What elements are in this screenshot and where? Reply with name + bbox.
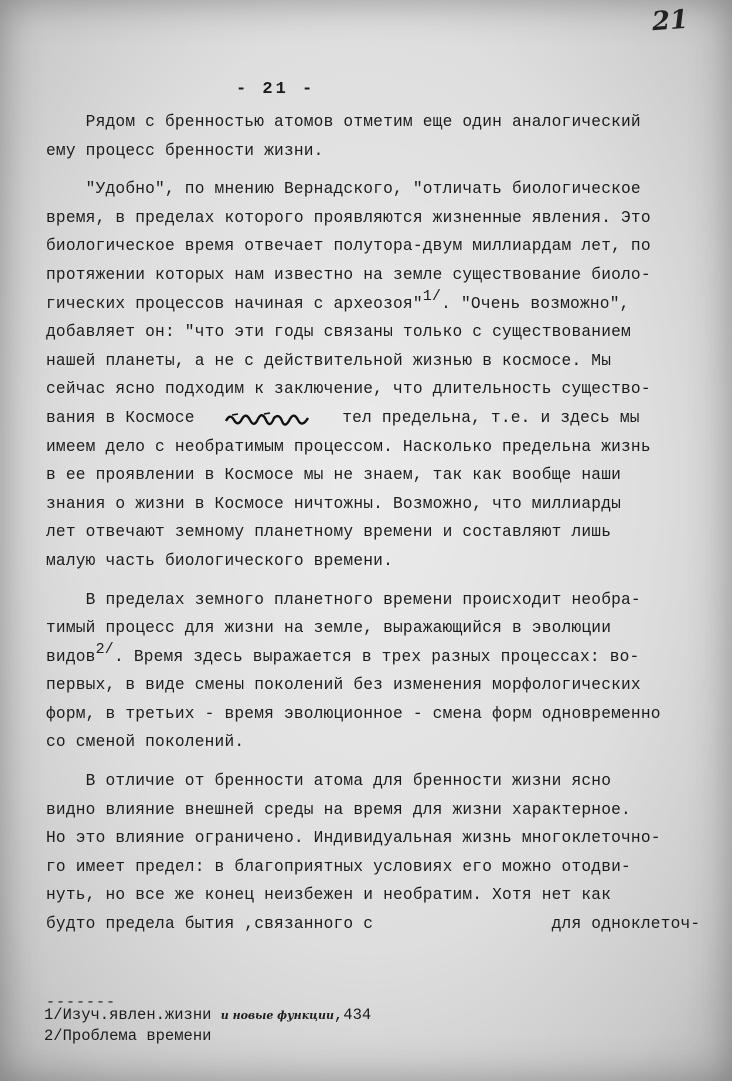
text-line: Но это влияние ограничено. Индивидуальная жизнь многоклеточно- <box>46 829 661 848</box>
text-line: знания о жизни в Космосе ничтожны. Возможно, что миллиарды <box>46 494 622 513</box>
text-segment: вания в Космосе <box>46 408 195 427</box>
text-line: малую часть биологического времени. <box>46 551 393 570</box>
footnotes <box>44 1005 371 1046</box>
text-line: видно влияние внешней среды на время для жизни характерное. <box>46 800 631 819</box>
text-line: лет отвечают земному планетному времени и составляют лишь <box>46 523 612 542</box>
text-line: сейчас ясно подходим к заключение, что длительность существо- <box>46 380 651 399</box>
body-text <box>46 108 722 939</box>
text-segment: гических процессов начиная с археозоя" <box>46 294 423 313</box>
text-line: биологическое время отвечает полутора-двум миллиардам лет, по <box>46 237 651 256</box>
footnote-separator: ------- <box>46 994 117 1011</box>
text-line: протяжении которых нам известно на земле существование биоло- <box>46 265 651 284</box>
footnote-2: 2/Проблема времени <box>44 1027 212 1045</box>
text-segment: тел предельна, т.е. и здесь мы <box>342 408 640 427</box>
text-line: нуть, но все же конец неизбежен и необратим. Хотя нет как <box>46 886 612 905</box>
text-line: нашей планеты, а не с действительной жизнью в космосе. Мы <box>46 351 612 370</box>
text-line: В пределах земного планетного времени происходит необра- <box>46 590 641 609</box>
page-number: - 21 - <box>236 80 316 99</box>
text-line: Рядом с бренностью атомов отметим еще один аналогический <box>46 113 641 131</box>
text-segment: . "Очень возможно", <box>441 294 630 313</box>
text-line: В отличие от бренности атома для бренности жизни ясно <box>46 772 612 791</box>
text-line: форм, в третьих - время эволюционное - смена форм одновременно <box>46 704 661 723</box>
footnote-mark: 2/ <box>95 640 114 658</box>
handwritten-insertion <box>224 409 312 427</box>
text-segment: . Время здесь выражается в трех разных процессах: во- <box>113 647 640 666</box>
text-line-with-insertion <box>46 404 722 433</box>
footnote-1 <box>44 1005 371 1026</box>
handwritten-note: и новые функции <box>220 1009 334 1022</box>
footnote-mark: 1/ <box>422 287 442 305</box>
footnote-text: 1/Изуч.явлен.жизни <box>44 1006 212 1024</box>
text-line: первых, в виде смены поколений без изменения морфологических <box>46 676 641 695</box>
footnote-page-ref: ,434 <box>333 1006 372 1024</box>
text-line: "Удобно", по мнению Вернадского, "отличать биологическое <box>46 180 641 199</box>
text-line-with-footnote <box>46 287 722 319</box>
archive-number: 21 <box>650 4 690 38</box>
text-line: имеем дело с необратимым процессом. Насколько предельна жизнь <box>46 437 651 456</box>
text-line: со сменой поколений. <box>46 733 245 752</box>
text-line: время, в пределах которого проявляются жизненные явления. Это <box>46 208 651 227</box>
text-line-with-footnote <box>46 640 722 672</box>
text-line: будто предела бытия ,связанного с для одноклеточ- <box>46 915 701 934</box>
text-line: го имеет предел: в благоприятных условиях его можно отодви- <box>46 857 631 876</box>
text-line: ему процесс бренности жизни. <box>46 141 324 160</box>
text-line: тимый процесс для жизни на земле, выражающийся в эволюции <box>46 619 612 638</box>
text-line: добавляет он: "что эти годы связаны только с существованием <box>46 323 631 342</box>
text-segment: видов <box>46 647 96 666</box>
text-line: в ее проявлении в Космосе мы не знаем, так как вообще наши <box>46 466 622 485</box>
